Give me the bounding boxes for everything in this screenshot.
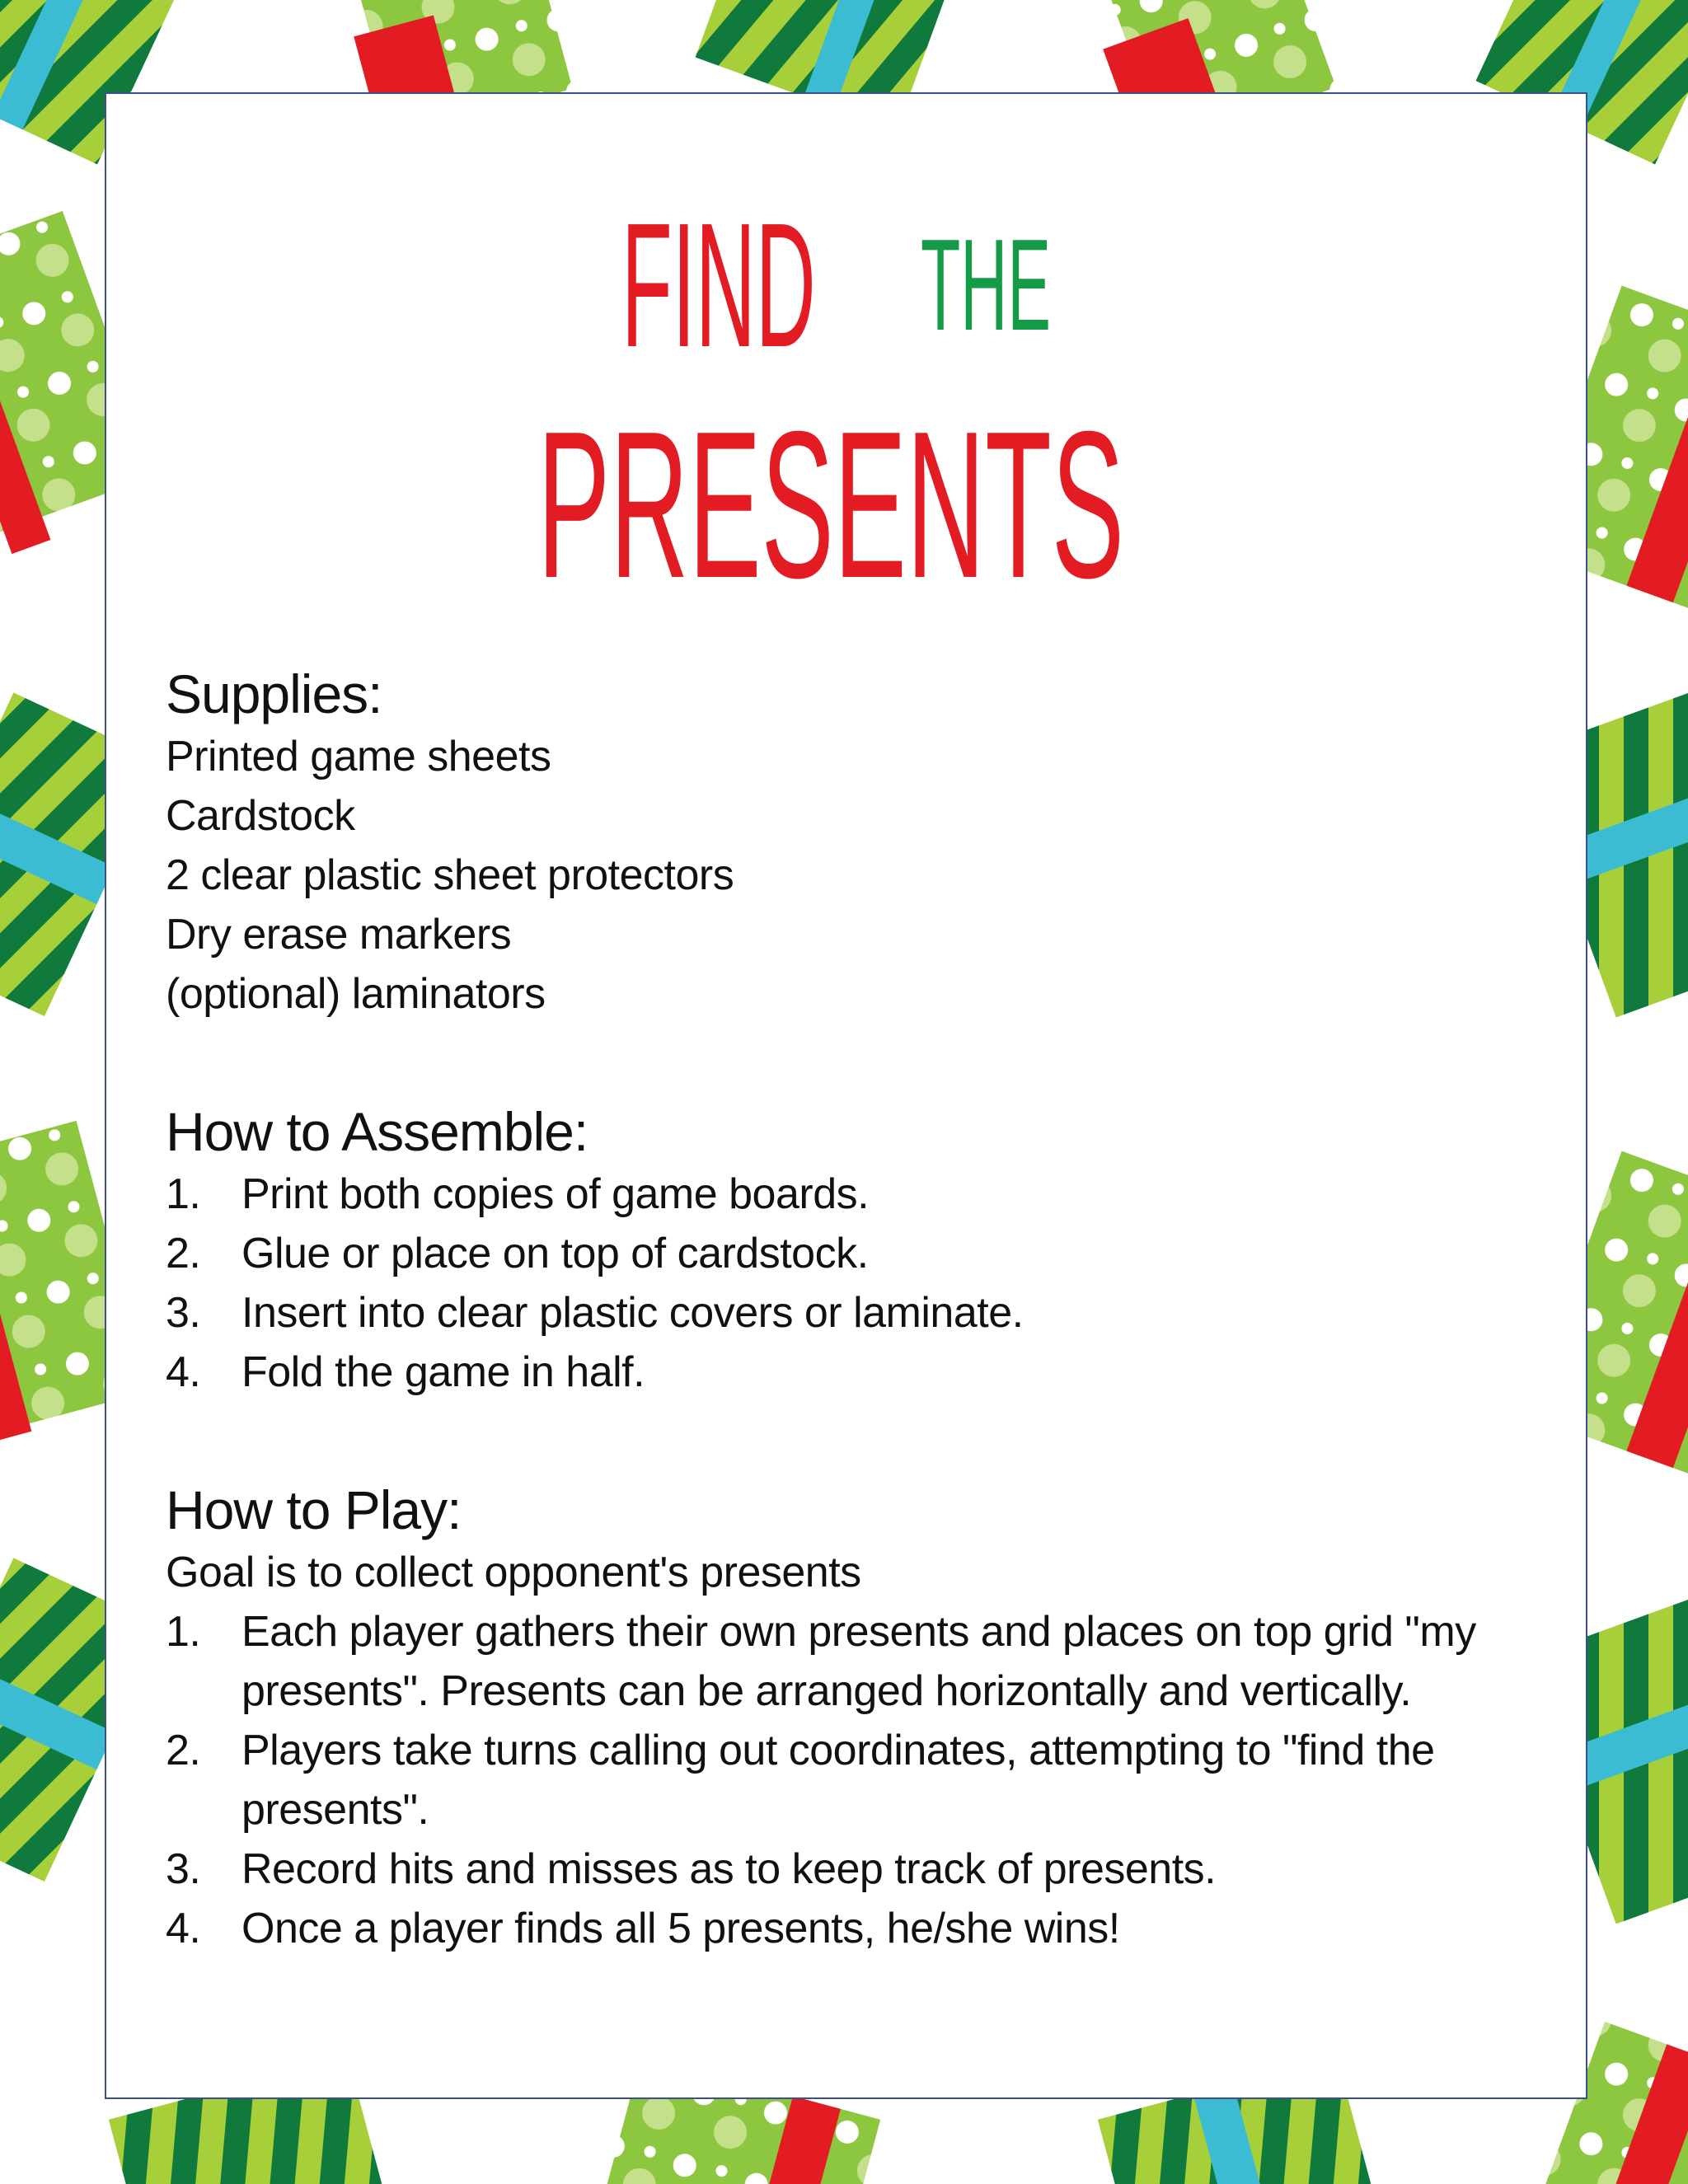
play-goal: Goal is to collect opponent's presents xyxy=(166,1549,861,1596)
title-find: FIND xyxy=(621,185,816,384)
assemble-heading: How to Assemble: xyxy=(166,1101,588,1162)
supply-item: Dry erase markers xyxy=(166,911,512,958)
step-number: 2. xyxy=(166,1727,201,1774)
supply-item: 2 clear plastic sheet protectors xyxy=(166,851,734,899)
step-text: Each player gathers their own presents and places on top grid "my presents". Presents can be arranged horizontally and vertically. xyxy=(241,1608,1476,1715)
step-text: Once a player finds all 5 presents, he/she wins! xyxy=(241,1905,1120,1952)
play-step xyxy=(166,1899,1536,1958)
assemble-step xyxy=(166,1224,1536,1283)
assemble-step xyxy=(166,1165,1536,1224)
step-number: 3. xyxy=(166,1845,201,1893)
assemble-section xyxy=(166,1099,1536,1402)
step-number: 4. xyxy=(166,1348,201,1396)
step-text: Insert into clear plastic covers or laminate. xyxy=(241,1289,1024,1337)
step-text: Record hits and misses as to keep track of presents. xyxy=(241,1845,1217,1893)
step-text: Glue or place on top of cardstock. xyxy=(241,1230,869,1277)
supply-item: Printed game sheets xyxy=(166,733,551,780)
step-number: 3. xyxy=(166,1289,201,1337)
step-text: Print both copies of game boards. xyxy=(241,1170,870,1218)
play-step xyxy=(166,1602,1536,1721)
play-heading: How to Play: xyxy=(166,1479,462,1540)
step-text: Fold the game in half. xyxy=(241,1348,645,1396)
supplies-heading: Supplies: xyxy=(166,663,382,724)
title-the: THE xyxy=(921,213,1051,358)
supplies-section xyxy=(166,661,1536,1024)
assemble-step xyxy=(166,1343,1536,1402)
play-section xyxy=(166,1477,1536,1958)
step-text: Players take turns calling out coordinates, attempting to "find the presents". xyxy=(241,1727,1435,1834)
assemble-step xyxy=(166,1283,1536,1343)
step-number: 1. xyxy=(166,1608,201,1656)
title-presents: PRESENTS xyxy=(537,387,1124,621)
step-number: 2. xyxy=(166,1230,201,1277)
content-panel xyxy=(105,92,1587,2099)
play-step xyxy=(166,1840,1536,1899)
supply-item: (optional) laminators xyxy=(166,970,546,1018)
supply-item: Cardstock xyxy=(166,792,355,840)
play-step xyxy=(166,1721,1536,1840)
step-number: 1. xyxy=(166,1170,201,1218)
step-number: 4. xyxy=(166,1905,201,1952)
